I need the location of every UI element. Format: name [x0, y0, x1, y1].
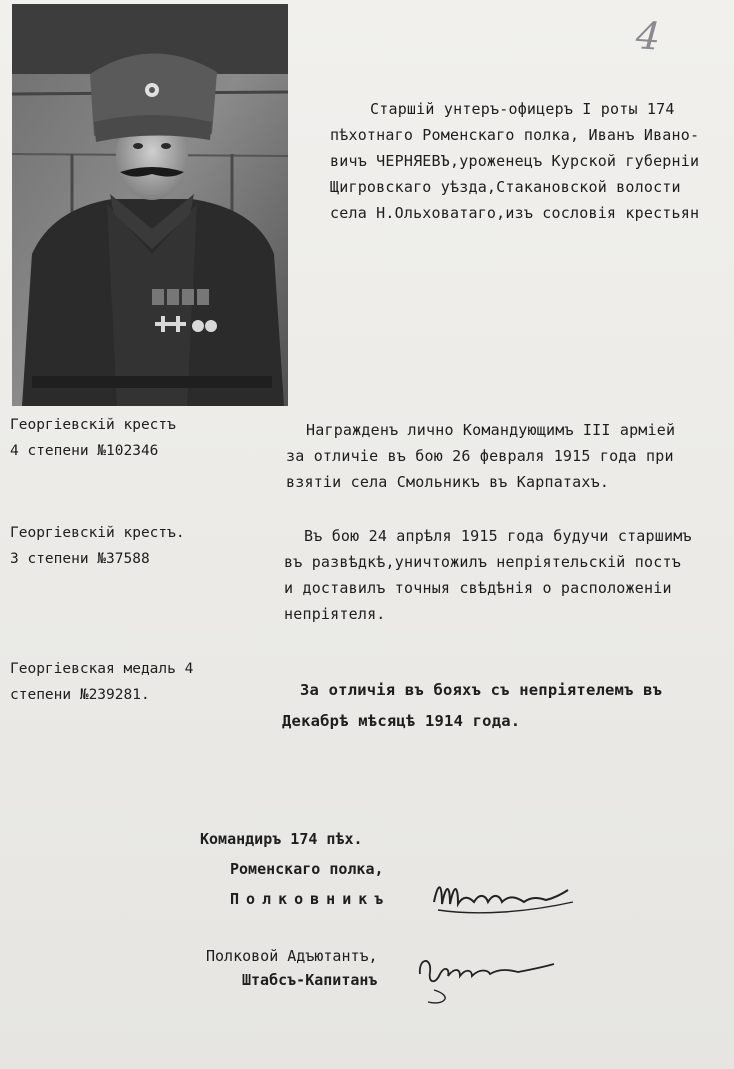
award-description-medal-4 — [282, 675, 662, 737]
adjutant-rank: Штабсъ-Капитанъ — [242, 971, 378, 989]
award-description-line: Декабрѣ мѣсяцѣ 1914 года. — [282, 712, 521, 730]
award-description-line: и доставилъ точныя свѣдѣнія о расположеніи — [284, 579, 672, 597]
intro-line: вичъ ЧЕРНЯЕВЪ,уроженецъ Курской губерніи — [330, 152, 700, 170]
award-label-line: Георгіевская медаль 4 — [10, 661, 194, 677]
intro-line: Старшій унтеръ-офицеръ I роты 174 — [370, 100, 675, 118]
award-label-cross-3 — [10, 520, 185, 572]
award-label-medal-4 — [10, 656, 193, 708]
intro-line: Щигровскаго уѣзда,Стакановской волости — [330, 178, 681, 196]
award-label-cross-4 — [10, 412, 176, 464]
page-number: 4 — [634, 13, 662, 59]
award-description-line: въ развѣдкѣ,уничтожилъ непріятельскій постъ — [284, 553, 681, 571]
award-description-line: взятіи села Смольникъ въ Карпатахъ. — [286, 473, 610, 491]
adjutant-line: Полковой Адъютантъ, — [206, 947, 378, 965]
award-label-line: 4 степени №102346 — [10, 443, 159, 459]
award-label-line: Георгіевскій крестъ — [10, 417, 176, 433]
commander-signature — [428, 872, 578, 922]
adjutant-signature-block — [206, 944, 378, 992]
award-description-cross-4 — [286, 417, 675, 495]
award-label-line: Георгіевскій крестъ. — [10, 525, 185, 541]
intro-paragraph — [330, 96, 699, 226]
commander-signature-block — [200, 824, 390, 914]
commander-line: Командиръ 174 пѣх. — [200, 830, 363, 848]
award-label-line: степени №239281. — [10, 687, 150, 703]
adjutant-signature — [414, 950, 564, 1010]
commander-rank: Полковникъ — [230, 890, 391, 908]
award-description-cross-3 — [284, 523, 692, 627]
intro-line: села Н.Ольховатаго,изъ сословія крестьян — [330, 204, 700, 222]
award-description-line: непріятеля. — [284, 605, 386, 623]
award-description-line: Награжденъ лично Командующимъ III арміей — [306, 421, 676, 439]
award-description-line: Въ бою 24 апрѣля 1915 года будучи старшимъ — [304, 527, 692, 545]
portrait-photo — [12, 4, 288, 406]
award-description-line: за отличіе въ бою 26 февраля 1915 года при — [286, 447, 674, 465]
intro-line: пѣхотнаго Роменскаго полка, Иванъ Ивано- — [330, 126, 700, 144]
award-description-line: За отличія въ бояхъ съ непріятелемъ въ — [300, 681, 663, 699]
commander-line: Роменскаго полка, — [230, 860, 384, 878]
award-label-line: 3 степени №37588 — [10, 551, 150, 567]
